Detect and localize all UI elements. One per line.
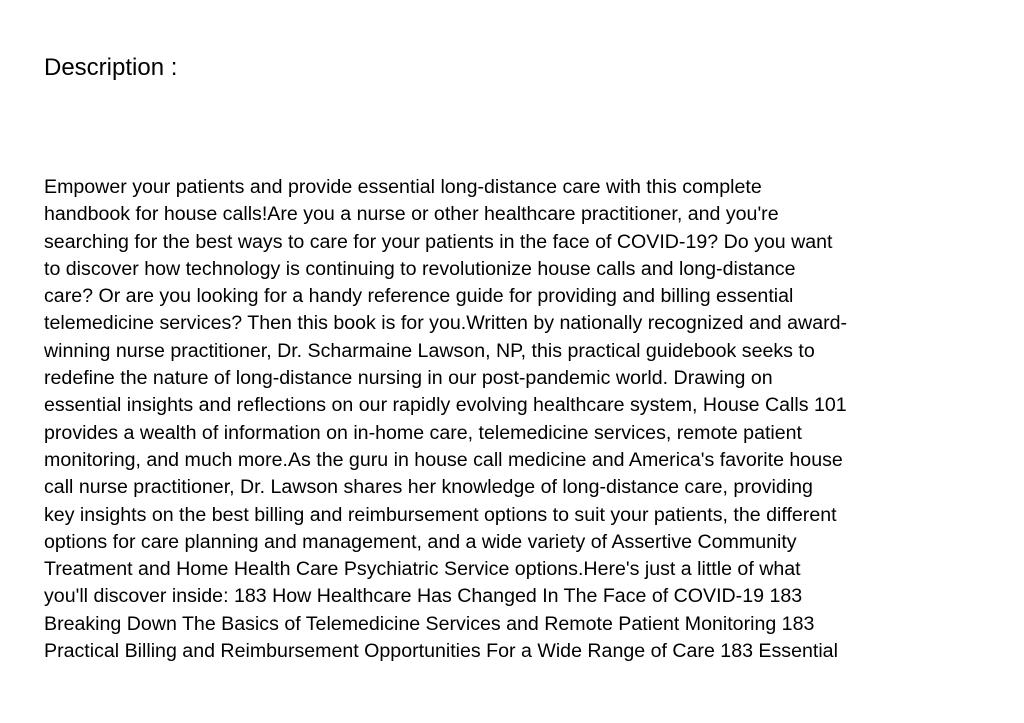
description-line: redefine the nature of long-distance nursing in our post-pandemic world. Drawing on <box>44 367 773 390</box>
description-line: winning nurse practitioner, Dr. Scharmaine Lawson, NP, this practical guidebook seeks to <box>44 339 815 362</box>
description-line: handbook for house calls!Are you a nurse or other healthcare practitioner, and you're <box>44 203 779 226</box>
description-line: options for care planning and management, and a wide variety of Assertive Community <box>44 530 797 553</box>
description-line: monitoring, and much more.As the guru in house call medicine and America's favorite house <box>44 448 843 471</box>
description-line: essential insights and reflections on our rapidly evolving healthcare system, House Calls 101 <box>44 394 847 417</box>
page-title: Description : <box>44 54 178 81</box>
description-line: provides a wealth of information on in-home care, telemedicine services, remote patient <box>44 421 803 444</box>
description-line: Practical Billing and Reimbursement Opportunities For a Wide Range of Care 183 Essential <box>44 640 838 663</box>
description-line: to discover how technology is continuing to revolutionize house calls and long-distance <box>44 257 796 280</box>
description-line: care? Or are you looking for a handy reference guide for providing and billing essential <box>44 285 794 308</box>
description-line: Breaking Down The Basics of Telemedicine Services and Remote Patient Monitoring 183 <box>44 612 815 635</box>
description-line: Treatment and Home Health Care Psychiatric Service options.Here's just a little of what <box>44 558 801 581</box>
description-line: telemedicine services? Then this book is for you.Written by nationally recognized and award- <box>44 312 848 335</box>
description-line: you'll discover inside: 183 How Healthcare Has Changed In The Face of COVID-19 183 <box>44 585 803 608</box>
description-line: searching for the best ways to care for your patients in the face of COVID-19? Do you want <box>44 230 833 253</box>
description-line: key insights on the best billing and reimbursement options to suit your patients, the different <box>44 503 837 526</box>
description-line: call nurse practitioner, Dr. Lawson shares her knowledge of long-distance care, providing <box>44 476 813 499</box>
description-body <box>44 174 1004 665</box>
description-line: Empower your patients and provide essential long-distance care with this complete <box>44 176 762 198</box>
